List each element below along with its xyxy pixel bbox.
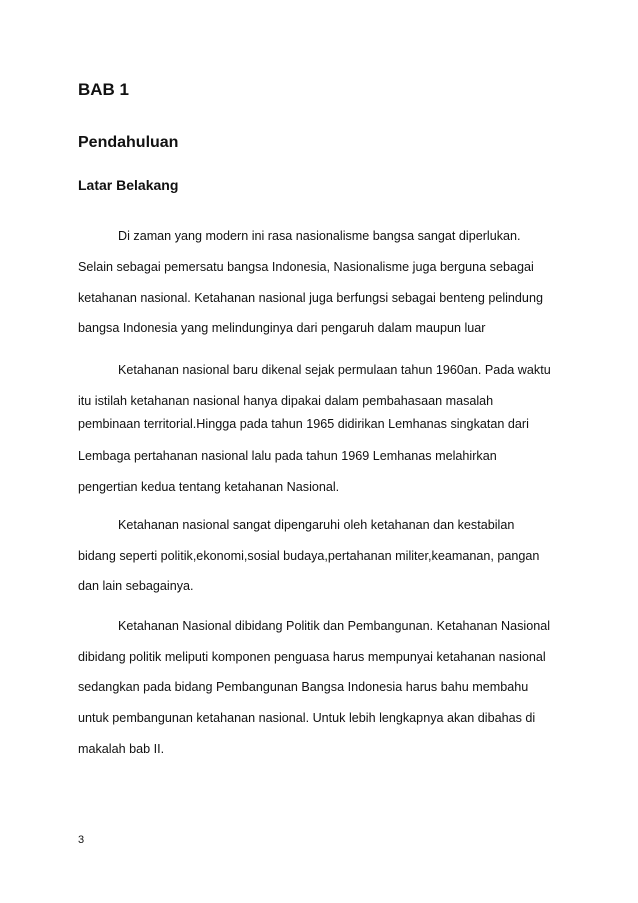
paragraph-line: bangsa Indonesia yang melindunginya dari pengaruh dalam maupun luar <box>78 321 486 335</box>
paragraph-line: itu istilah ketahanan nasional hanya dipakai dalam pembahasaan masalah <box>78 394 494 408</box>
paragraph-line: ketahanan nasional. Ketahanan nasional juga berfungsi sebagai benteng pelindung <box>78 291 543 305</box>
paragraph-line: untuk pembangunan ketahanan nasional. Untuk lebih lengkapnya akan dibahas di <box>78 711 536 725</box>
paragraph-line: bidang seperti politik,ekonomi,sosial budaya,pertahanan militer,keamanan, pangan <box>78 549 540 563</box>
paragraph-line: dan lain sebagainya. <box>78 579 194 593</box>
paragraph-line: Di zaman yang modern ini rasa nasionalisme bangsa sangat diperlukan. <box>118 229 521 243</box>
page-number: 3 <box>78 834 85 846</box>
paragraph-line: dibidang politik meliputi komponen penguasa harus mempunyai ketahanan nasional <box>78 650 546 664</box>
paragraph-line: Selain sebagai pemersatu bangsa Indonesia, Nasionalisme juga berguna sebagai <box>78 260 534 274</box>
paragraph-line: Ketahanan nasional baru dikenal sejak permulaan tahun 1960an. Pada waktu <box>118 363 551 377</box>
paragraph-line: makalah bab II. <box>78 742 165 756</box>
paragraph-line: sedangkan pada bidang Pembangunan Bangsa Indonesia harus bahu membahu <box>78 680 529 694</box>
subsection-title: Latar Belakang <box>78 177 179 193</box>
chapter-heading: BAB 1 <box>78 80 130 99</box>
paragraph-line: pengertian kedua tentang ketahanan Nasional. <box>78 480 340 494</box>
paragraph-line: Ketahanan Nasional dibidang Politik dan Pembangunan. Ketahanan Nasional <box>118 619 551 633</box>
paragraph-line: Ketahanan nasional sangat dipengaruhi oleh ketahanan dan kestabilan <box>118 518 515 532</box>
section-title: Pendahuluan <box>78 134 179 151</box>
paragraph-line: Lembaga pertahanan nasional lalu pada tahun 1969 Lemhanas melahirkan <box>78 449 497 463</box>
paragraph-line: pembinaan territorial.Hingga pada tahun 1965 didirikan Lemhanas singkatan dari <box>78 417 529 431</box>
